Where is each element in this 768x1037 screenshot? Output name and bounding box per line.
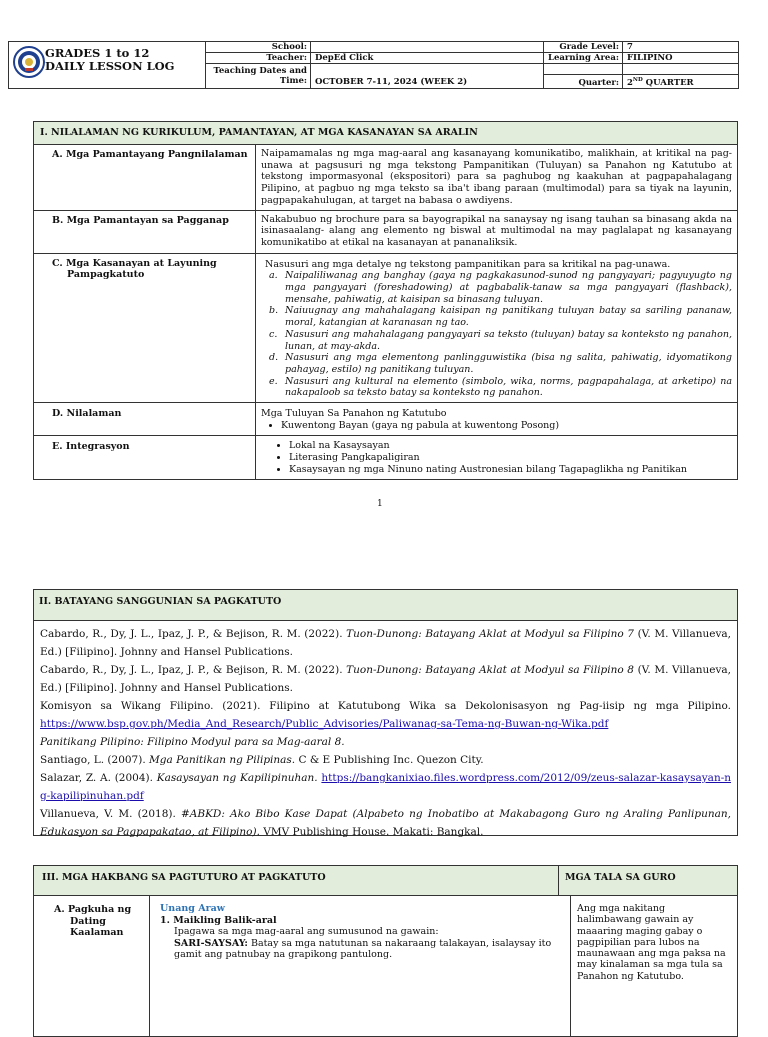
competency-marker: d. <box>269 352 279 364</box>
reference-title: Panitikang Pilipino: Filipino Modyul para sa Mag-aaral 8. <box>40 736 345 748</box>
content-bullets <box>261 420 732 432</box>
section-curriculum <box>33 121 738 480</box>
content-standards-label: A. Mga Pamantayang Pangnilalaman <box>34 145 256 210</box>
competency-item <box>269 305 732 329</box>
integration-item: • Kasaysayan ng mga Ninuno nating Austronesian bilang Tagapaglikha ng Panitikan <box>289 464 732 476</box>
school-value <box>311 42 544 53</box>
reference-item <box>40 625 731 661</box>
header-table <box>8 41 739 89</box>
quarter-word: QUARTER <box>642 77 694 88</box>
reference-publisher: (V. M. Villanueva, Ed.) [Filipino]. Johnny and Hansel Publications. <box>40 664 732 694</box>
references-list <box>34 621 737 843</box>
reference-publisher: C & E Publishing Inc. Quezon City. <box>295 754 484 766</box>
teaching-dates-label-line2: Time: <box>279 75 307 86</box>
teaching-dates-value: OCTOBER 7-11, 2024 (WEEK 2) <box>311 64 544 89</box>
learning-area-label: Learning Area: <box>544 53 623 64</box>
reference-author: Salazar, Z. A. (2004). <box>40 772 157 784</box>
competency-text: Nasusuri ang mahahalagang pangyayari sa teksto (tuluyan) batay sa konteksto ng panahon, lunan, at may-akda. <box>285 328 732 352</box>
learning-area-value: FILIPINO <box>623 53 739 64</box>
row-competencies <box>34 253 737 402</box>
row-content <box>34 402 737 435</box>
section-teaching-steps-header <box>34 866 737 896</box>
performance-standards-text: Nakabubuo ng brochure para sa bayograpikal na sanaysay ng isang tauhan sa binasang akda na isinasaalang- alang ang elemento ng biswal at multimodal na may paglalapat ng kasanayang komunikatibo at etikal na kasanayan at pananaliksik. <box>261 213 732 248</box>
integration-item: • Literasing Pangkapaligiran <box>289 452 732 464</box>
row-prior-knowledge <box>34 896 737 1036</box>
log-title-line2: DAILY LESSON LOG <box>45 59 175 73</box>
content-standards-text: Naipamamalas ng mga mag-aaral ang kasanayang komunikatibo, malikhain, at kritikal na pag-unawa at pagsusuri ng mga tekstong Pampanitikan (Tuluyan) sa Panahon ng Katutubo at tekstong impormasyonal (ekspositori) para sa paghubog ng kaakuhan at pagpapahalagang Pilipino, at pagbuo ng mga teksto sa iba't ibang paraan (multimodal) para sa tiyak na layunin, pagpapakahulugan, at target na babasa o awdiyens. <box>261 148 732 206</box>
integration-item: • Lokal na Kasaysayan <box>289 440 732 452</box>
integration-text <box>256 436 737 478</box>
competency-item <box>269 328 732 352</box>
day-label: Unang Araw <box>160 903 225 914</box>
competencies-label-line2: Pampagkatuto <box>67 268 145 280</box>
competency-item <box>269 270 732 305</box>
teaching-dates-label <box>206 64 311 89</box>
section-teaching-steps-title: III. MGA HAKBANG SA PAGTUTURO AT PAGKATUTO <box>34 866 559 895</box>
competency-item <box>269 375 732 399</box>
school-label: School: <box>206 42 311 53</box>
reference-title: Mga Panitikan ng Pilipinas. <box>149 754 296 766</box>
log-title-line1: GRADES 1 to 12 <box>45 46 150 60</box>
step-instruction: Ipagawa sa mga mag-aaral ang sumusunod na gawain: <box>174 926 439 937</box>
prior-knowledge-label-line2: Dating <box>70 915 106 927</box>
reference-title: Tuon-Dunong: Batayang Aklat at Modyul sa Filipino 8 <box>346 664 634 676</box>
competencies-text <box>256 254 737 402</box>
competencies-label-line1: C. Mga Kasanayan at Layuning <box>52 257 217 269</box>
competency-text: Nasusuri ang mga elementong panlingguwistika (bisa ng salita, pahiwatig, idyomatikong pahayag, estilo) ng panitikang tuluyan. <box>285 352 732 375</box>
sari-saysay-text: Batay sa mga natutunan sa nakaraang talakayan, isalaysay ito gamit ang patnubay na grapikong pantulong. <box>174 937 552 960</box>
deped-seal-icon <box>13 46 45 78</box>
section-references-title: II. BATAYANG SANGGUNIAN SA PAGKATUTO <box>34 590 737 621</box>
sari-saysay-label: SARI-SAYSAY: <box>174 937 248 949</box>
grade-level-label: Grade Level: <box>544 42 623 53</box>
competency-text: Naipaliliwanag ang banghay (gaya ng pagkakasunod-sunod ng pangyayari; pagyuyugto ng mga pangyayari (foreshadowing) at pagbabalik-tanaw sa mga pangyayari (flashback), mensahe, pahiwatig, at kaisipan sa binasang tuluyan. <box>285 270 732 305</box>
reference-title: #ABKD: Ako Bibo Kase Dapat (Alpabeto ng Inobatibo at Makabagong Guro ng Araling Panlipunan, Edukasyon sa Pagpapakatao, at Filipino) <box>40 808 731 838</box>
prior-knowledge-label-line3: Kaalaman <box>70 927 124 938</box>
teacher-note-text: Ang mga nakitang halimbawang gawain ay maaaring maging gabay o pagpipilian para lubos na maunawaan ang mga paksa na may kinalaman sa mga tula sa Panahon ng Katutubo. <box>577 903 726 982</box>
competency-marker: e. <box>269 375 278 387</box>
reference-title: Kasaysayan ng Kapilipinuhan. <box>156 772 318 784</box>
reference-author: Santiago, L. (2007). <box>40 754 150 766</box>
row-integration <box>34 435 737 478</box>
section-teaching-steps <box>33 865 738 1037</box>
teaching-dates-label-line1: Teaching Dates and <box>213 65 307 76</box>
grade-level-value: 7 <box>623 42 739 53</box>
competency-marker: a. <box>269 270 278 282</box>
reference-publisher: . VMV Publishing House. Makati: Bangkal. <box>256 826 484 838</box>
reference-author: Cabardo, R., Dy, J. L., Ipaz, J. P., & Bejison, R. M. (2022). <box>40 664 347 676</box>
competency-text: Nasusuri ang kultural na elemento (simbolo, wika, norms, pagpapahalaga, at arketipo) na nakapaloob sa teksto batay sa konteksto ng panahon. <box>285 375 732 399</box>
content-bullet-item: • Kuwentong Bayan (gaya ng pabula at kuwentong Posong) <box>281 420 732 432</box>
step-title: 1. Maikling Balik-aral <box>160 914 277 926</box>
reference-publisher: (V. M. Villanueva, Ed.) [Filipino]. Johnny and Hansel Publications. <box>40 628 732 658</box>
reference-item <box>40 661 731 697</box>
integration-list <box>261 440 732 475</box>
content-label: D. Nilalaman <box>34 403 256 435</box>
sari-saysay-activity <box>160 938 562 961</box>
competency-marker: c. <box>269 328 278 340</box>
header-title-cell <box>9 42 206 89</box>
teacher-label: Teacher: <box>206 53 311 64</box>
reference-author: Komisyon sa Wikang Filipino. (2021). Filipino at Katutubong Wika sa Dekolonisasyon ng Pag-iisip ng mga Pilipino. <box>40 700 731 712</box>
quarter-suffix: ND <box>632 77 643 83</box>
competency-marker: b. <box>269 305 279 317</box>
quarter-number: 2 <box>627 77 633 88</box>
competencies-list <box>265 270 732 399</box>
competencies-label <box>34 254 256 402</box>
reference-item <box>40 697 731 733</box>
content-title: Mga Tuluyan Sa Panahon ng Katutubo <box>261 408 447 420</box>
row-content-standards <box>34 145 737 210</box>
reference-item <box>40 805 731 841</box>
row-performance-standards <box>34 210 737 253</box>
teacher-value: DepEd Click <box>311 53 544 64</box>
reference-item <box>40 733 731 751</box>
section-curriculum-title: I. NILALAMAN NG KURIKULUM, PAMANTAYAN, AT MGA KASANAYAN SA ARALIN <box>34 122 737 145</box>
prior-knowledge-content <box>150 896 571 1036</box>
prior-knowledge-label <box>34 896 150 1036</box>
quarter-value <box>623 75 739 89</box>
competency-item <box>269 352 732 375</box>
reference-link[interactable]: https://www.bsp.gov.ph/Media_And_Research/Public_Advisories/Paliwanag-sa-Tema-ng-Buwan-ng-Wika.pdf <box>40 718 609 730</box>
page-number: 1 <box>377 499 383 509</box>
prior-knowledge-label-line1: A. Pagkuha ng <box>54 904 132 915</box>
header-blank-cell <box>544 64 623 75</box>
section-references <box>33 589 738 836</box>
quarter-label: Quarter: <box>544 75 623 89</box>
performance-standards-label: B. Mga Pamantayan sa Pagganap <box>34 211 256 253</box>
reference-item <box>40 751 731 769</box>
content-text <box>256 403 737 435</box>
integration-label: E. Integrasyon <box>34 436 256 478</box>
teacher-notes-title: MGA TALA SA GURO <box>565 872 676 883</box>
competencies-intro: Nasusuri ang mga detalye ng tekstong pampanitikan para sa kritikal na pag-unawa. <box>265 258 671 270</box>
reference-author: Cabardo, R., Dy, J. L., Ipaz, J. P., & Bejison, R. M. (2022). <box>40 628 347 640</box>
reference-title: Tuon-Dunong: Batayang Aklat at Modyul sa Filipino 7 <box>346 628 634 640</box>
header-blank-cell-2 <box>623 64 739 75</box>
reference-author: Villanueva, V. M. (2018). <box>40 808 181 820</box>
reference-item <box>40 769 731 805</box>
competency-text: Naiuugnay ang mahahalagang kaisipan ng panitikang tuluyan batay sa sariling pananaw, moral, katangian at karanasan ng tao. <box>285 305 732 329</box>
reference-link[interactable]: https://bangkanixiao.files.wordpress.com/2012/09/zeus-salazar-kasaysayan-ng-kapilipinuhan.pdf <box>40 772 732 802</box>
